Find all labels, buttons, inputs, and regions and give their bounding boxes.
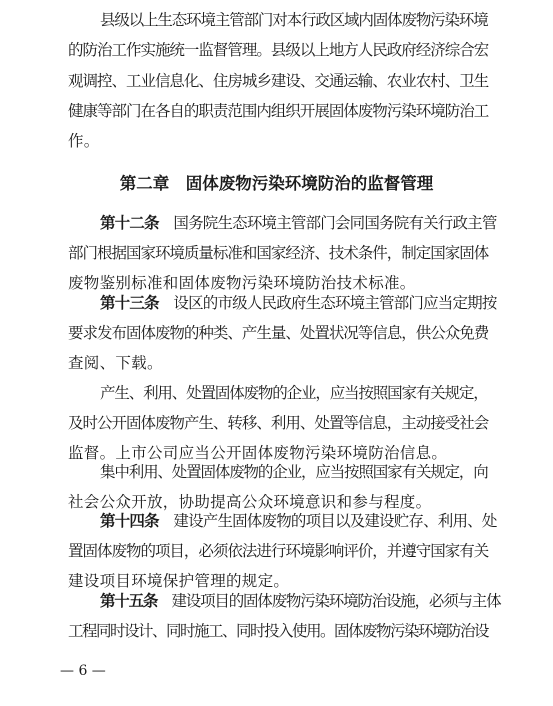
article-number: 第十二条 [100, 213, 159, 232]
paragraph-line: 产生、利用、处置固体废物的企业，应当按照国家有关规定， [100, 384, 488, 402]
article-number: 第十四条 [100, 511, 159, 530]
paragraph-line: 要求发布固体废物的种类、产生量、处置状况等信息，供公众免费 [68, 324, 489, 342]
article-text: 建设项目的固体废物污染环境防治设施，必须与主体 [157, 592, 501, 610]
article-first-line [100, 213, 497, 233]
paragraph-line: 废物鉴别标准和固体废物污染环境防治技术标准。 [68, 274, 416, 292]
paragraph-line: 的防治工作实施统一监督管理。县级以上地方人民政府经济综合宏 [68, 41, 489, 59]
paragraph-line: 县级以上生态环境主管部门对本行政区域内固体废物污染环境 [100, 11, 488, 29]
paragraph-line: 监督。上市公司应当公开固体废物污染环境防治信息。 [68, 444, 448, 462]
paragraph-line: 健康等部门在各自的职责范围内组织开展固体废物污染环境防治工 [68, 102, 489, 120]
paragraph-line: 部门根据国家环境质量标准和国家经济、技术条件，制定国家固体 [68, 244, 489, 262]
paragraph-line: 查阅、下载。 [68, 354, 163, 372]
paragraph-line: 及时公开固体废物产生、转移、利用、处置等信息，主动接受社会 [68, 414, 489, 432]
page-number: — 6 — [60, 663, 106, 679]
article-first-line [100, 511, 497, 531]
paragraph-line: 社会公众开放，协助提高公众环境意识和参与程度。 [68, 493, 432, 511]
article-text: 建设产生固体废物的项目以及建设贮存、利用、处 [158, 512, 497, 530]
article-number: 第十三条 [100, 293, 159, 312]
paragraph-line: 观调控、工业信息化、住房城乡建设、交通运输、农业农村、卫生 [68, 72, 489, 90]
paragraph-line: 集中利用、处置固体废物的企业，应当按照国家有关规定，向 [100, 463, 488, 481]
paragraph-line: 工程同时设计、同时施工、同时投入使用。固体废物污染环境防治设 [68, 622, 489, 640]
paragraph-line: 作。 [68, 132, 100, 150]
article-text: 设区的市级人民政府生态环境主管部门应当定期按 [158, 294, 497, 312]
article-number: 第十五条 [100, 591, 158, 610]
article-first-line [100, 293, 497, 313]
paragraph-line: 建设项目环境保护管理的规定。 [68, 572, 290, 590]
article-text: 国务院生态环境主管部门会同国务院有关行政主管 [158, 214, 497, 232]
paragraph-line: 置固体废物的项目，必须依法进行环境影响评价，并遵守国家有关 [68, 542, 489, 560]
article-first-line [100, 591, 500, 611]
chapter-heading: 第二章 固体废物污染环境防治的监督管理 [119, 174, 434, 193]
